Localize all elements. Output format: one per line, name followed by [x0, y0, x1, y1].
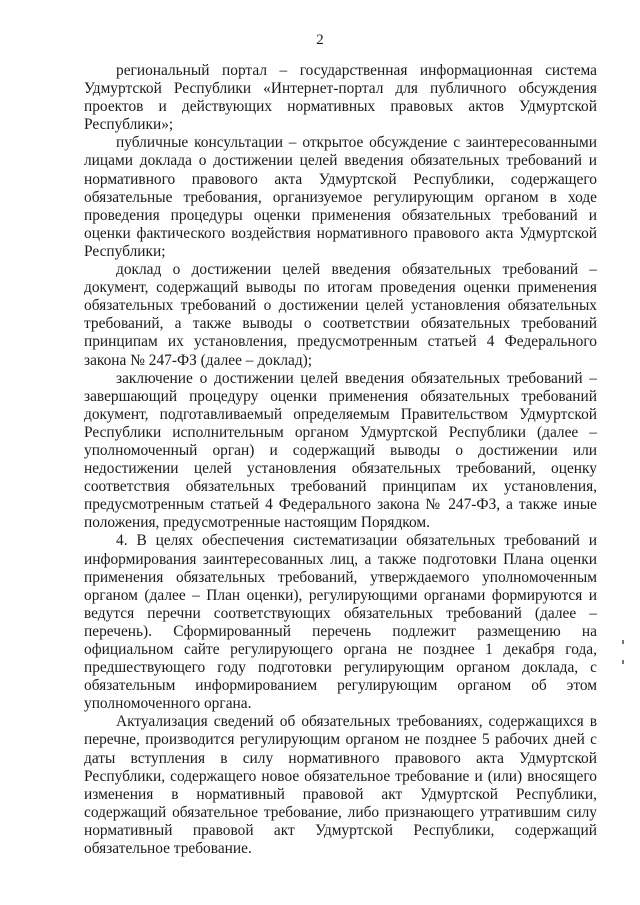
paragraph-conclusion-definition: заключение о достижении целей введения обязательных требований – завершающий процедуру оценки применения обязательных требований документ, подготавливаемый определяемым Правительством Удмуртской Республики исполнительным органом Удмуртской Республики (далее – уполномоченный орган) и содержащий выводы о достижении или недостижении целей установления обязательных требований, оценку соответствия обязательных требований принципам их установления, предусмотренным статьей 4 Федерального закона № 247-ФЗ, а также иные положения, предусмотренные настоящим Порядком.	[84, 369, 597, 532]
paragraph-regional-portal: региональный портал – государственная информационная система Удмуртской Республики «Интернет-портал для публичного обсуждения проектов и действующих нормативных правовых актов Удмуртской Республики»;	[84, 62, 597, 134]
scan-mark	[622, 660, 624, 664]
paragraph-report-definition: доклад о достижении целей введения обязательных требований – документ, содержащий выводы по итогам проведения оценки применения обязательных требований о достижении целей установления обязательных требований, а также выводы о соответствии обязательных требований принципам их установления, предусмотренным статьей 4 Федерального закона № 247-ФЗ (далее – доклад);	[84, 261, 597, 369]
paragraph-section-4: 4. В целях обеспечения систематизации обязательных требований и информирования заинтересованных лиц, а также подготовки Плана оценки применения обязательных требований, утверждаемого уполномоченным органом (далее – План оценки), регулирующими органами формируются и ведутся перечни соответствующих обязательных требований (далее – перечень). Сформированный перечень подлежит размещению на официальном сайте регулирующего органа не позднее 1 декабря года, предшествующего году подготовки регулирующим органом доклада, с обязательным информированием регулирующим органом об этом уполномоченного органа.	[84, 532, 597, 713]
page-number: 2	[316, 32, 324, 48]
scan-mark	[622, 640, 624, 644]
document-body	[84, 62, 597, 858]
paragraph-actualization: Актуализация сведений об обязательных требованиях, содержащихся в перечне, производится регулирующим органом не позднее 5 рабочих дней с даты вступления в силу нормативного правового акта Удмуртской Республики, содержащего новое обязательное требование и (или) вносящего изменения в нормативный правовой акт Удмуртской Республики, содержащий обязательное требование, либо признающего утратившим силу нормативный правовой акт Удмуртской Республики, содержащий обязательное требование.	[84, 713, 597, 858]
paragraph-public-consultations: публичные консультации – открытое обсуждение с заинтересованными лицами доклада о достижении целей введения обязательных требований и нормативного правового акта Удмуртской Республики, содержащего обязательные требования, организуемое регулирующим органом в ходе проведения процедуры оценки применения обязательных требований и оценки фактического воздействия нормативного правового акта Удмуртской Республики;	[84, 134, 597, 260]
